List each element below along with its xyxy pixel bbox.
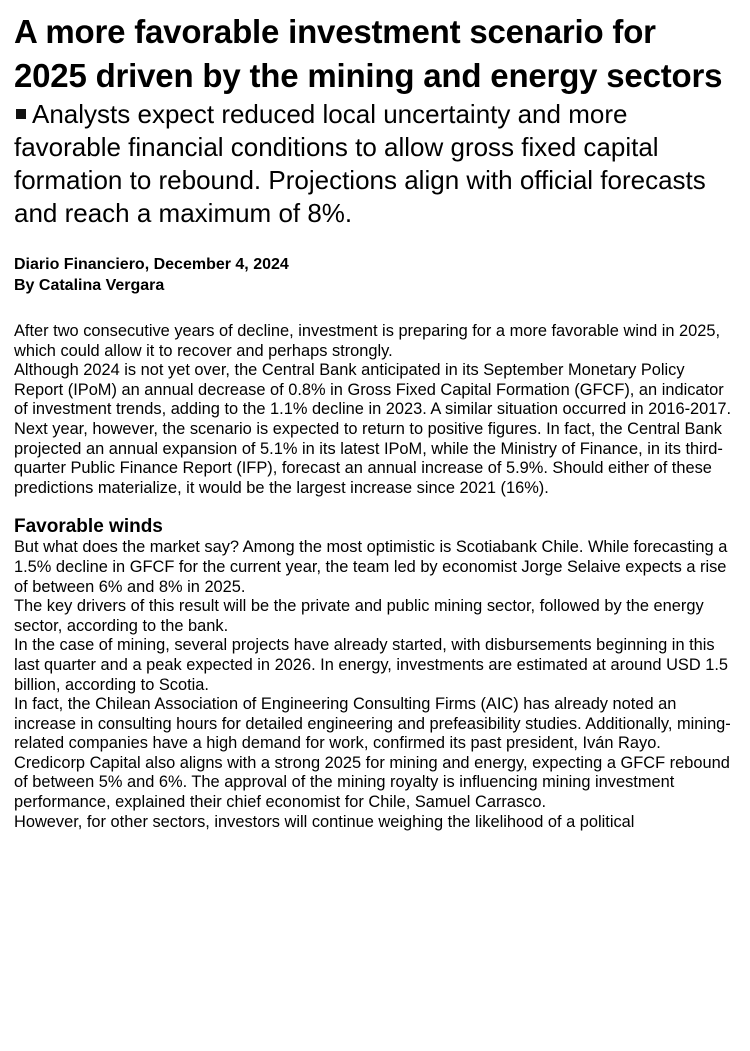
paragraph: After two consecutive years of decline, investment is preparing for a more favorable wind in 2025, which could allow it to recover and perhaps strongly. xyxy=(14,322,721,360)
paragraph: The key drivers of this result will be the private and public mining sector, followed by the energy sector, according to the bank. xyxy=(14,597,704,635)
byline: By Catalina Vergara xyxy=(14,277,165,294)
source-dateline: Diario Financiero, December 4, 2024 xyxy=(14,256,289,273)
paragraph: In fact, the Chilean Association of Engineering Consulting Firms (AIC) has already noted an increase in consulting hours for detailed engineering and prefeasibility studies. Additionally, mining-related companies have a high demand for work, confirmed its past president, Iván Rayo. xyxy=(14,695,731,753)
paragraph: However, for other sectors, investors will continue weighing the likelihood of a political xyxy=(14,812,635,831)
headline: A more favorable investment scenario for 2025 driven by the mining and energy sectors xyxy=(14,13,723,94)
paragraph: But what does the market say? Among the most optimistic is Scotiabank Chile. While forecasting a 1.5% decline in GFCF for the current year, the team led by economist Jorge Selaive expects a rise of between 6% and 8% in 2025. xyxy=(14,538,728,596)
article-meta xyxy=(14,254,736,296)
square-bullet-icon xyxy=(16,109,26,119)
section-heading: Favorable winds xyxy=(14,516,163,538)
paragraph: In the case of mining, several projects have already started, with disbursements beginning in this last quarter and a peak expected in 2026. In energy, investments are estimated at around USD 1.5 billion, according to Scotia. xyxy=(14,636,729,694)
paragraph: Although 2024 is not yet over, the Central Bank anticipated in its September Monetary Policy Report (IPoM) an annual decrease of 0.8% in Gross Fixed Capital Formation (GFCF), an indicator of investment trends, adding to the 1.1% decline in 2023. A similar situation occurred in 2016-2017. xyxy=(14,361,732,419)
paragraph: Credicorp Capital also aligns with a strong 2025 for mining and energy, expecting a GFCF rebound of between 5% and 6%. The approval of the mining royalty is influencing mining investment performance, explained their chief economist for Chile, Samuel Carrasco. xyxy=(14,753,730,812)
article-body xyxy=(14,322,736,832)
subhead xyxy=(14,98,736,230)
paragraph: Next year, however, the scenario is expected to return to positive figures. In fact, the Central Bank projected an annual expansion of 5.1% in its latest IPoM, while the Ministry of Finance, in its third-quarter Public Finance Report (IFP), forecast an annual increase of 5.9%. Should either of these predictions materialize, it would be the largest increase since 2021 (16%). xyxy=(14,419,723,497)
subhead-text: Analysts expect reduced local uncertainty and more favorable financial conditions to allow gross fixed capital formation to rebound. Projections align with official forecasts and reach a maximum of 8%. xyxy=(14,99,706,228)
